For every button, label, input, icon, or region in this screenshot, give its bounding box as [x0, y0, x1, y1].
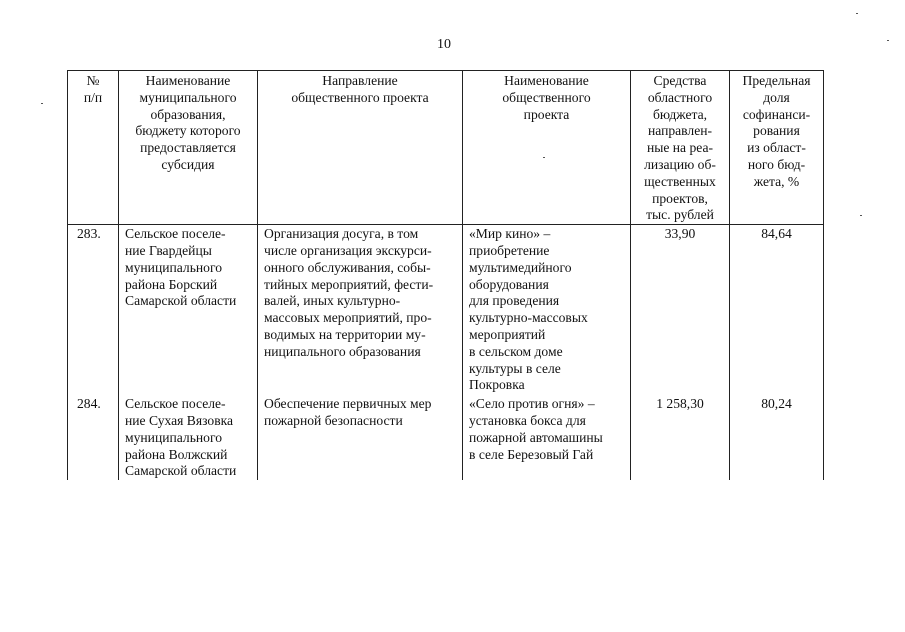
row-number: 283.: [68, 225, 119, 397]
scan-speck: [856, 13, 858, 14]
row-number: 284.: [68, 396, 119, 480]
amount-cell: 33,90: [631, 225, 730, 397]
project-cell: «Мир кино» – приобретение мультимедийного оборудования для проведения культурно-массовых мероприятий в сельском доме культуры в селе Покровка: [463, 225, 631, 397]
share-cell: 84,64: [730, 225, 824, 397]
header-num: № п/п: [68, 71, 119, 225]
share-cell: 80,24: [730, 396, 824, 480]
direction-cell: Обеспечение первичных мер пожарной безопасности: [258, 396, 463, 480]
subsidy-table: [67, 70, 824, 480]
page-number: 10: [437, 37, 451, 52]
header-project: Наименование общественного проекта: [463, 71, 631, 225]
municipality-cell: Сельское поселе- ние Сухая Вязовка муниципального района Волжский Самарской области: [119, 396, 258, 480]
project-cell: «Село против огня» – установка бокса для пожарной автомашины в селе Березовый Гай: [463, 396, 631, 480]
table-header-row: [68, 71, 824, 225]
scan-speck: [41, 103, 43, 104]
scan-speck: [543, 157, 545, 158]
header-direction: Направление общественного проекта: [258, 71, 463, 225]
scan-speck: [860, 215, 862, 216]
amount-cell: 1 258,30: [631, 396, 730, 480]
table-row: [68, 225, 824, 397]
scan-speck: [887, 40, 889, 41]
header-funds: Средства областного бюджета, направлен- ные на реа- лизацию об- щественных проектов, тыс. рублей: [631, 71, 730, 225]
header-municipality: Наименование муниципального образования, бюджету которого предоставляется субсидия: [119, 71, 258, 225]
direction-cell: Организация досуга, в том числе организация экскурси- онного обслуживания, собы- тийных мероприятий, фести- валей, иных культурно- массовых мероприятий, про- водимых на территории му- ниципального образования: [258, 225, 463, 397]
table-row: [68, 396, 824, 480]
municipality-cell: Сельское поселе- ние Гвардейцы муниципального района Борский Самарской области: [119, 225, 258, 397]
header-share: Предельная доля софинанси- рования из област- ного бюд- жета, %: [730, 71, 824, 225]
